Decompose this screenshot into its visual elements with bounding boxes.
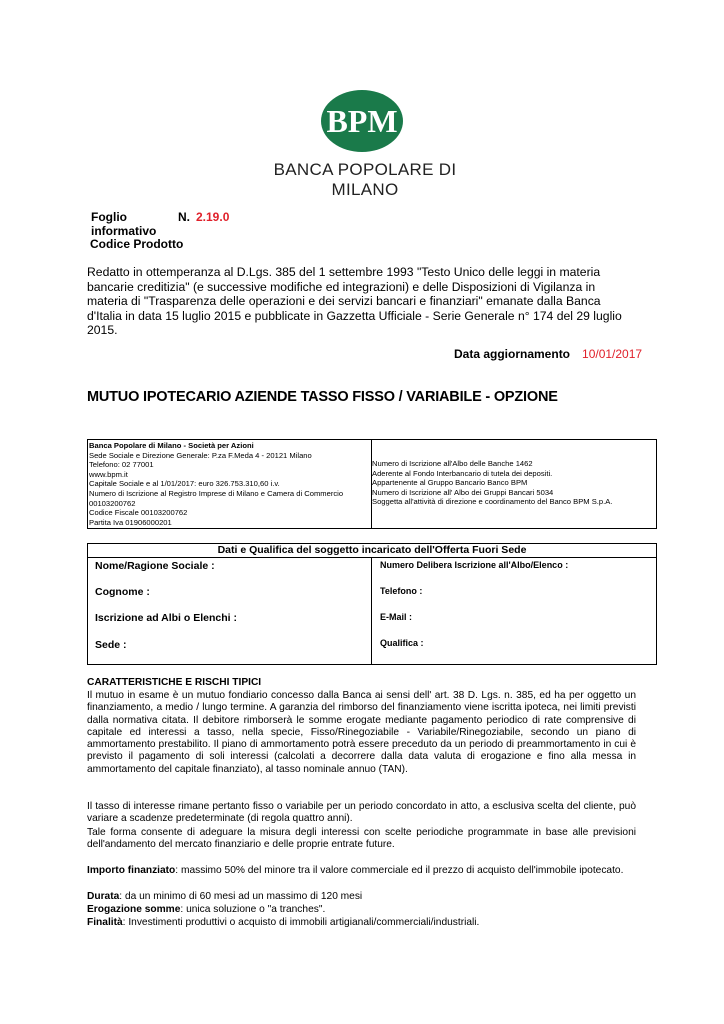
importo-label: Importo finanziato [87,865,176,876]
telefono-label: Telefono : [380,586,423,596]
bank-info-line: Banca Popolare di Milano - Società per Azioni [89,441,254,450]
logo-mark-text: BPM [326,103,398,139]
durata-text: : da un minimo di 60 mesi ad un massimo di 120 mesi [119,891,363,902]
sede-label: Sede : [95,639,127,651]
offerta-title: Dati e Qualifica del soggetto incaricato dell'Offerta Fuori Sede [88,544,656,558]
cognome-label: Cognome : [95,586,150,598]
bank-info-left [89,441,371,527]
qualifica-label: Qualifica : [380,638,424,648]
bank-info-line: Aderente al Fondo Interbancario di tutela dei depositi. [372,468,553,478]
bank-info-line: Telefono: 02 77001 [89,460,154,470]
importo-text: : massimo 50% del minore tra il valore commerciale ed il prezzo di acquisto dell'immobile ipotecato. [175,865,624,876]
update-date [454,347,642,361]
erogazione-somme [87,904,636,916]
durata-label: Durata [87,891,120,902]
document-number [178,210,229,224]
foglio-label: Foglio informativo [91,210,157,238]
bank-info-line: Numero di Iscrizione all' Albo dei Gruppi Bancari 5034 [372,487,554,497]
bank-info-line: 00103200762 [89,498,136,508]
finalita-text: : Investimenti produttivi o acquisto di immobili artigianali/commerciali/industriali. [122,917,480,928]
email-label: E-Mail : [380,612,413,622]
numero-delibera-label: Numero Delibera Iscrizione all'Albo/Elenco : [380,560,569,570]
codice-label: Codice Prodotto [90,237,184,251]
bank-info-right [372,459,657,507]
section-title: CARATTERISTICHE E RISCHI TIPICI [87,677,262,688]
erogazione-label: Erogazione somme [87,904,181,915]
intro-text: Redatto in ottemperanza al D.Lgs. 385 del 1 settembre 1993 "Testo Unico delle leggi in materia bancarie creditizia" (e successive modifiche ed integrazioni) e delle Disposizioni di Vigilanza in materia di "Trasparenza delle operazioni e dei servizi bancari e finanziari" emanate dalla Banca d'Italia in data 15 luglio 2015 e pubblicate in Gazzetta Ufficiale - Serie Generale n° 174 del 29 luglio 2015. [87,265,622,338]
importo-finanziato [87,865,636,877]
update-label: Data aggiornamento [454,347,571,361]
nome-ragione-sociale-label: Nome/Ragione Sociale : [95,560,215,572]
bank-info-line: Appartenente al Gruppo Bancario Banco BPM [372,478,528,488]
body-paragraph: Tale forma consente di adeguare la misura degli interessi con scelte periodiche programmate in base alle previsioni dell'andamento del mercato finanziario e delle proprie entrate future. [87,827,636,851]
offerta-divider [371,557,372,665]
body-paragraph: Il tasso di interesse rimane pertanto fisso o variabile per un periodo concordato in atto, a esclusiva scelta del cliente, può variare a scadenze predeterminate (di regola quattro anni). [87,801,636,825]
numero-prefix: N. [178,210,190,224]
offerta-fuori-sede-table [87,543,657,665]
bank-info-line: Partita Iva 01906000201 [89,517,172,527]
bank-name: BANCA POPOLARE DI MILANO [273,160,457,199]
bank-info-line: Numero di Iscrizione all'Albo delle Banche 1462 [372,459,533,468]
finalita-label: Finalità [87,917,123,928]
bank-info-line: Capitale Sociale e al 1/01/2017: euro 326.753.310,60 i.v. [89,479,280,489]
bank-info-line: www.bpm.it [89,469,128,479]
bank-info-line: Numero di Iscrizione al Registro Imprese di Milano e Camera di Commercio [89,488,344,498]
update-value: 10/01/2017 [582,347,643,361]
bank-info-line: Sede Sociale e Direzione Generale: P.za F.Meda 4 - 20121 Milano [89,450,312,460]
body-paragraph: Il mutuo in esame è un mutuo fondiario concesso dalla Banca ai sensi dell' art. 38 D. Lgs. n. 385, ed ha per oggetto un finanziamento, a medio / lungo termine. A garanzia del rimborso del finanziamento viene iscritta ipoteca, nei limiti previsti dalla normativa citata. Il debitore rimborserà le somme erogate mediante pagamento periodico di rate comprensive di capitale ed interessi a tasso, nella specie, Fisso/Rinegoziabile - Variabile/Rinegoziabile, secondo un piano di ammortamento prestabilito. Il piano di ammortamento potrà essere preceduto da un periodo di preammortamento in cui è previsto il pagamento di soli interessi (calcolati a decorrere dalla data valuta di erogazione e fino alla messa in ammortamento del capitale finanziato), al tasso nominale annuo (TAN). [87,690,636,775]
bank-info-table [87,439,657,529]
bank-info-line: Codice Fiscale 00103200762 [89,508,188,518]
durata [87,891,636,903]
bpm-logo [321,90,403,152]
page-title: MUTUO IPOTECARIO AZIENDE TASSO FISSO / VARIABILE - OPZIONE [87,389,558,405]
iscrizione-albi-label: Iscrizione ad Albi o Elenchi : [95,612,237,624]
erogazione-text: : unica soluzione o "a tranches". [180,904,326,915]
bank-info-line: Soggetta all'attività di direzione e coordinamento del Banco BPM S.p.A. [372,497,613,507]
finalita [87,917,636,929]
numero-value: 2.19.0 [196,210,230,224]
